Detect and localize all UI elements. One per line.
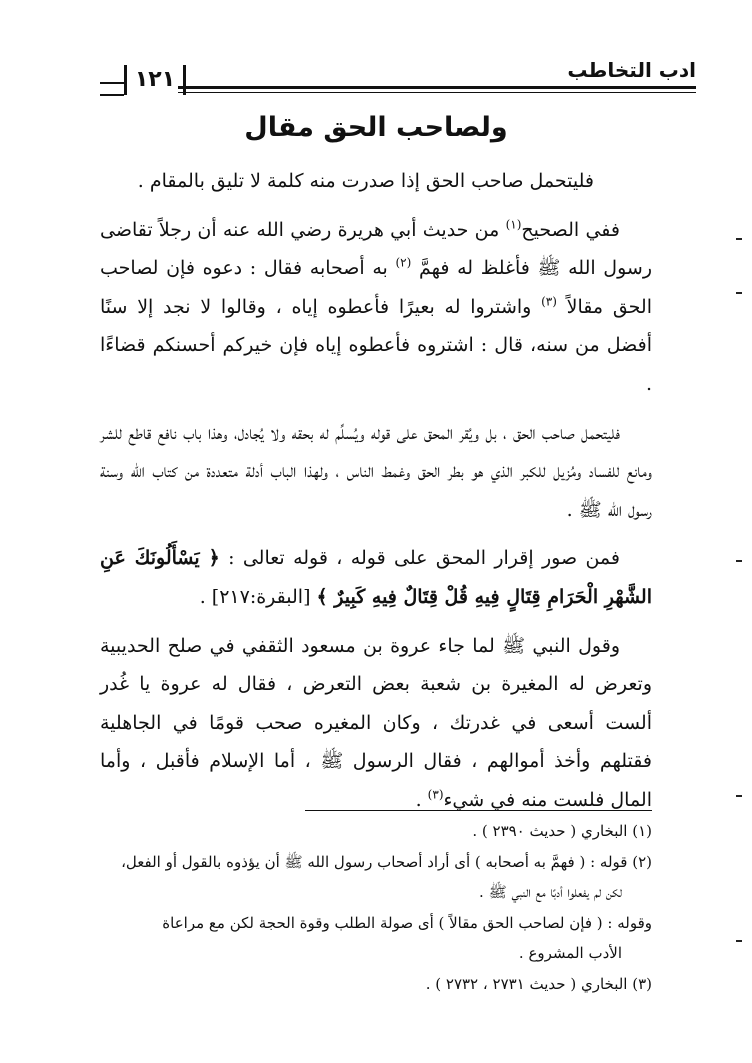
quran-verse: ﴿ يَسْأَلُونَكَ عَنِ الشَّهْرِ الْحَرَامِ قِتَالٍ فِيهِ قُلْ قِتَالٌ فِيهِ كَبِيرٌ ﴾ xyxy=(100,547,652,608)
scan-mark xyxy=(736,795,742,797)
body-text xyxy=(100,162,652,830)
page-number-ornament xyxy=(100,82,124,96)
paragraph-4-part-a: فمن صور إقرار المحق على قوله ، قوله تعالى : xyxy=(219,547,620,570)
paragraph-2-part-a: ففي الصحيح xyxy=(521,218,620,241)
paragraph-1: فليتحمل صاحب الحق إذا صدرت منه كلمة لا تليق بالمقام . xyxy=(137,170,594,192)
paragraph-4 xyxy=(100,539,652,616)
header-rule-thick xyxy=(178,86,696,89)
chapter-heading: ولصاحب الحق مقال xyxy=(244,112,508,143)
footnote-2-continuation: لكن لم يفعلوا أدبًا مع النبي ﷺ . xyxy=(479,883,622,901)
page-number: ١٢١ xyxy=(124,65,186,95)
scan-mark xyxy=(736,940,742,942)
paragraph-5 xyxy=(100,627,652,820)
footnote-2: (٢) قوله : ( فهمَّ به أصحابه ) أى أراد أصحاب رسول الله ﷺ أن يؤذوه بالقول أو الفعل، xyxy=(121,852,652,871)
scan-mark xyxy=(736,560,742,562)
scan-mark xyxy=(736,292,742,294)
scan-mark xyxy=(736,238,742,240)
running-header xyxy=(100,58,696,98)
header-rule-thin xyxy=(178,92,696,93)
verse-reference: [البقرة:٢١٧] . xyxy=(199,585,317,608)
footnote-3: (٣) البخاري ( حديث ٢٧٣١ ، ٢٧٣٢ ) . xyxy=(425,974,652,993)
paragraph-2-part-b: من حديث أبي هريرة رضي الله عنه أن رجلاً تقاضى رسول الله ﷺ فأغلظ له فهمَّ xyxy=(100,218,652,280)
footnote-ref-2[interactable]: (٢) xyxy=(395,255,412,270)
footnote-ref-1[interactable]: (١) xyxy=(505,217,522,232)
footnote-ref-3[interactable]: (٣) xyxy=(541,294,557,309)
footnote-2-second-note-continuation: الأدب المشروع . xyxy=(518,944,622,962)
paragraph-5-part-a: وقول النبي ﷺ لما جاء عروة بن مسعود الثقفي في صلح الحديبية وتعرض له المغيرة بن شعبة بعض التعرض ، فقال له عروة يا غُدر ألست أسعى في غدرتك ، وكان المغيره صحب قومًا في الجاهلية فقتلهم وأخذ أموالهم ، فقال الرسول ﷺ ، أما الإسلام فأقبل ، وأما المال فلست منه في شيء xyxy=(100,634,652,811)
running-header-title: ادب التخاطب xyxy=(567,58,696,82)
paragraph-2 xyxy=(100,211,652,404)
paragraph-5-part-b: . xyxy=(415,788,428,811)
footnotes xyxy=(100,816,652,999)
footnote-2-second-note: وقوله : ( فإن لصاحب الحق مقالاً ) أى صولة الطلب وقوة الحجة لكن مع مراعاة xyxy=(162,913,652,932)
footnote-ref-3b[interactable]: (٣) xyxy=(427,787,444,802)
paragraph-2-part-c: به أصحابه فقال : دعوه فإن لصاحب الحق مقالاً xyxy=(100,257,652,318)
footnote-separator xyxy=(305,810,652,811)
footnote-1: (١) البخاري ( حديث ٢٣٩٠ ) . xyxy=(472,822,652,840)
paragraph-3: فليتحمل صاحب الحق ، بل ويُقر المحق على قوله ويُسلِّم له بحقه ولا يُجادل، وهذا باب نافع قاطع للشر ومانع للفساد ومُزيل للكبر الذي هو بطر الحق وغمط الناس ، ولهذا الباب أدلة متعددة من كتاب الله وسنة رسول الله ﷺ . xyxy=(100,421,652,521)
paragraph-2-part-d: واشتروا له بعيرًا فأعطوه إياه ، وقالوا لا نجد إلا سنًا أفضل من سنه، قال : اشتروه فأعطوه إياه فإن خيركم أحسنكم قضاءًا . xyxy=(100,295,652,395)
